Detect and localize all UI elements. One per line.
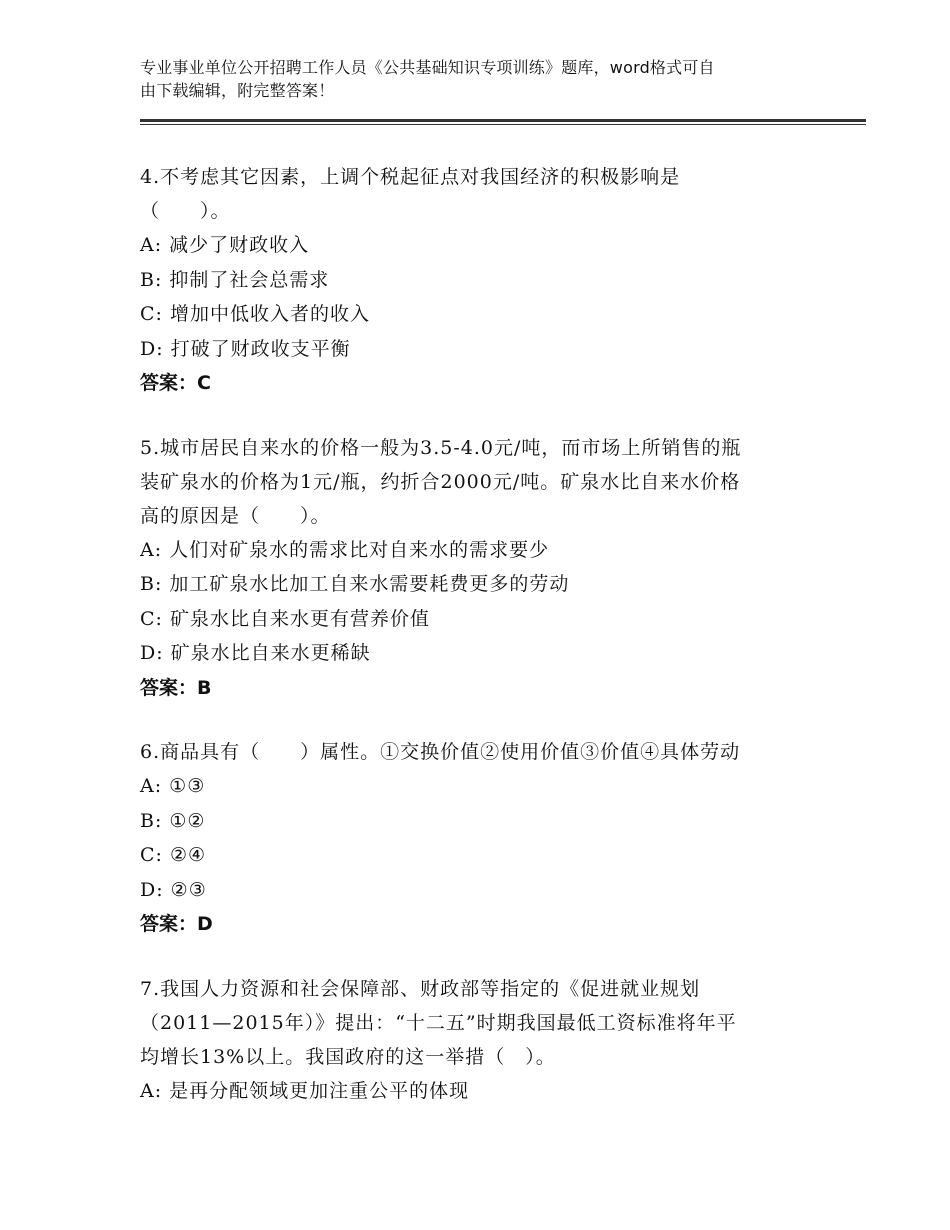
document-header	[140, 56, 810, 102]
question-stem: （2011—2015年）》提出：“十二五”时期我国最低工资标准将年平	[140, 1011, 737, 1034]
question-4	[140, 160, 810, 401]
option-b: B: 加工矿泉水比加工自来水需要耗费更多的劳动	[140, 573, 570, 595]
question-stem: 高的原因是（ ）。	[140, 504, 331, 527]
question-7	[140, 972, 810, 1109]
question-5	[140, 431, 810, 706]
option-d: D: ②③	[140, 878, 207, 901]
answer-label: 答案：D	[140, 913, 213, 935]
question-stem: 6.商品具有（ ）属性。①交换价值②使用价值③价值④具体劳动	[140, 741, 741, 763]
option-a: A: 人们对矿泉水的需求比对自来水的需求要少	[140, 538, 550, 561]
header-divider-thin	[140, 124, 866, 125]
question-list	[140, 160, 810, 1138]
option-a: A: 是再分配领域更加注重公平的体现	[140, 1079, 470, 1102]
option-a: A: 减少了财政收入	[140, 234, 310, 256]
option-d: D: 打破了财政收支平衡	[140, 337, 351, 360]
header-line: 专业事业单位公开招聘工作人员《公共基础知识专项训练》题库，word格式可自	[140, 58, 715, 77]
answer-label: 答案：B	[140, 676, 212, 699]
question-stem: 装矿泉水的价格为1元/瓶，约折合2000元/吨。矿泉水比自来水价格	[140, 470, 741, 493]
option-d: D: 矿泉水比自来水更稀缺	[140, 642, 371, 664]
option-b: B: 抑制了社会总需求	[140, 268, 330, 291]
header-line: 由下载编辑，附完整答案！	[140, 81, 335, 100]
question-stem: 均增长13%以上。我国政府的这一举措（ ）。	[140, 1045, 556, 1068]
question-6	[140, 735, 810, 942]
option-a: A: ①③	[140, 775, 206, 797]
question-stem: （ ）。	[140, 200, 231, 222]
question-stem: 7.我国人力资源和社会保障部、财政部等指定的《促进就业规划	[140, 977, 701, 1000]
header-divider-thick	[140, 119, 866, 122]
question-stem: 5.城市居民自来水的价格一般为3.5-4.0元/吨，而市场上所销售的瓶	[140, 436, 742, 459]
option-b: B: ①②	[140, 809, 206, 832]
option-c: C: 增加中低收入者的收入	[140, 303, 370, 325]
question-stem: 4.不考虑其它因素，上调个税起征点对我国经济的积极影响是	[140, 166, 681, 188]
option-c: C: ②④	[140, 844, 207, 866]
option-c: C: 矿泉水比自来水更有营养价值	[140, 607, 430, 630]
answer-label: 答案：C	[140, 372, 211, 394]
